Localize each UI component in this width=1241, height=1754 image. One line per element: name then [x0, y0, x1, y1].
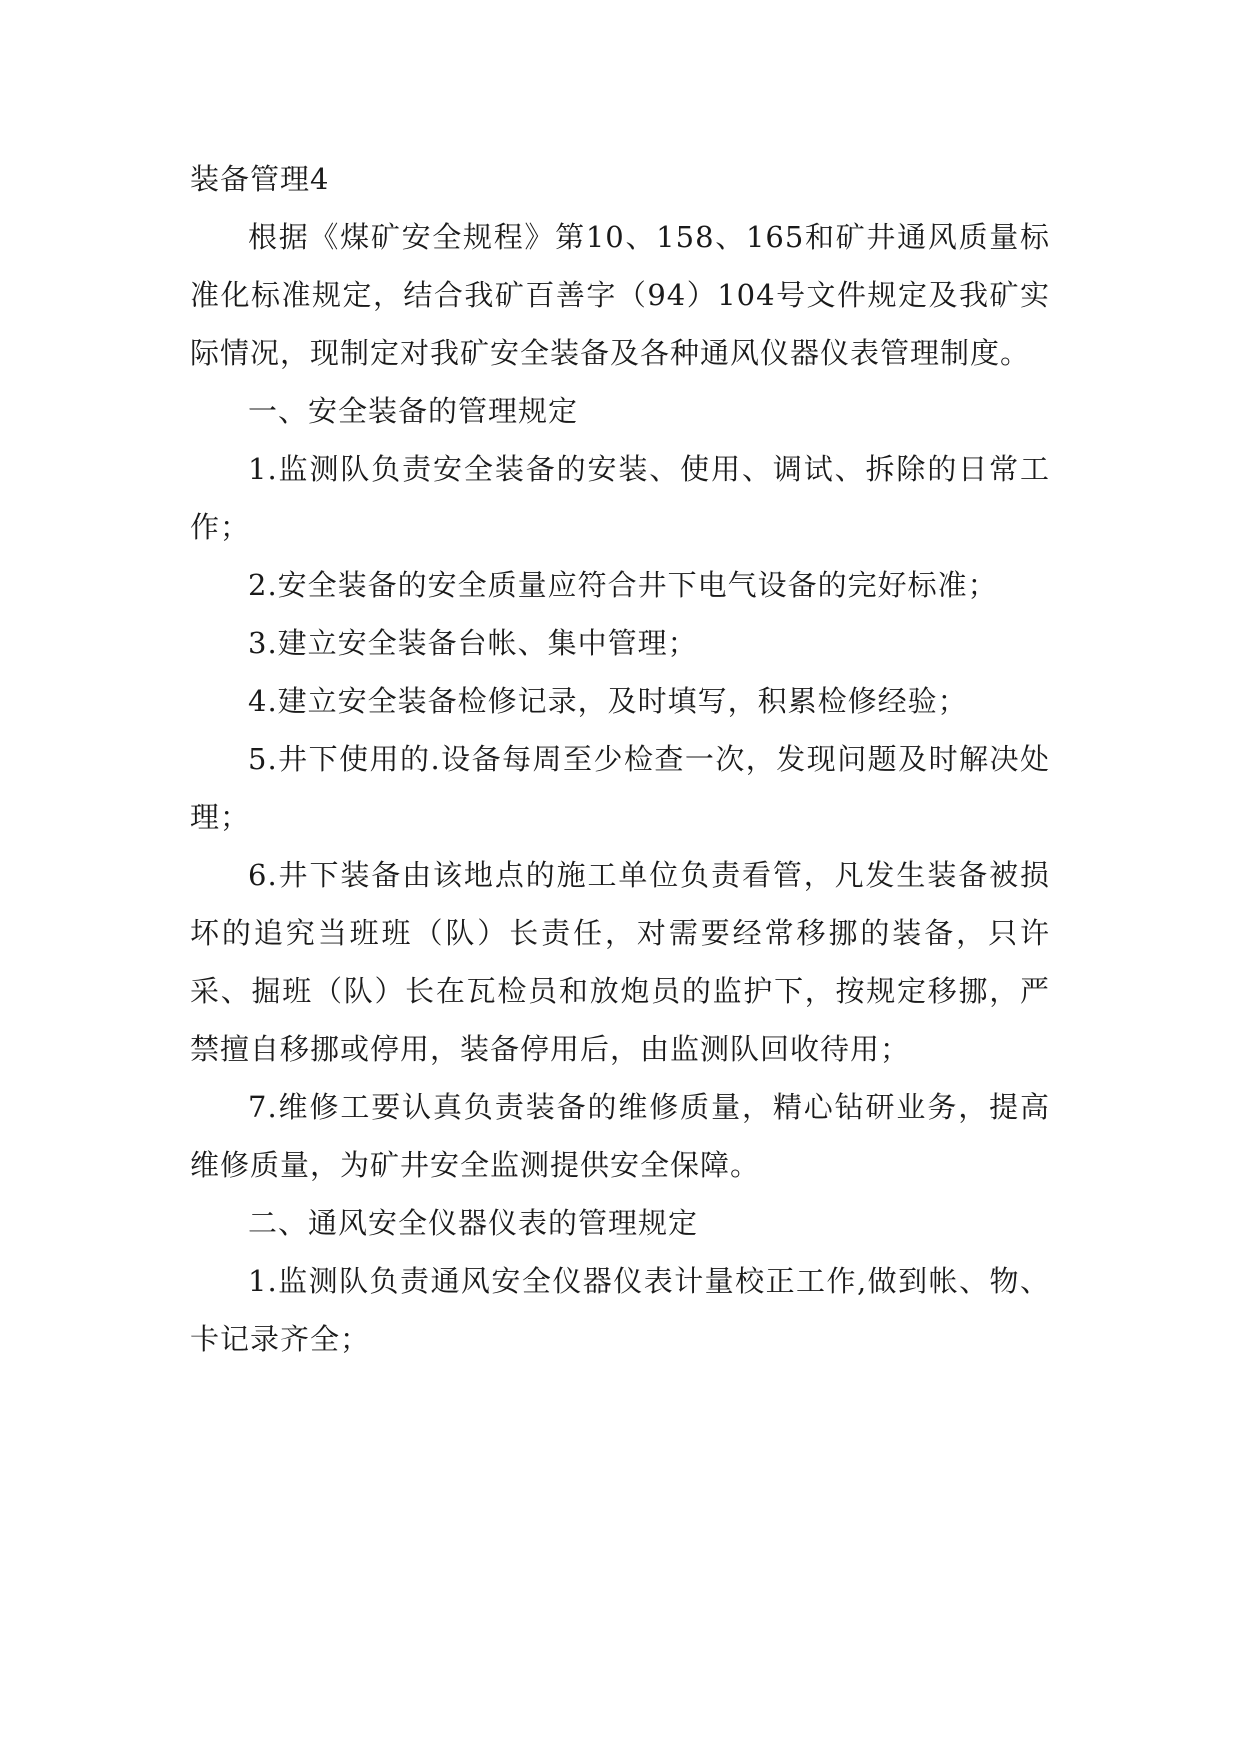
paragraph-item-4: 4.建立安全装备检修记录，及时填写，积累检修经验； [248, 684, 968, 718]
document-page [190, 150, 1050, 1368]
paragraph-item-7: 7.维修工要认真负责装备的维修质量，精心钻研业务，提高维修质量，为矿井安全监测提供安全保障。 [190, 1090, 1050, 1182]
paragraph-item-2: 2.安全装备的安全质量应符合井下电气设备的完好标准； [248, 568, 998, 602]
paragraph-item-1: 1.监测队负责安全装备的安装、使用、调试、拆除的日常工作； [190, 452, 1050, 544]
paragraph-item-3: 3.建立安全装备台帐、集中管理； [248, 626, 698, 660]
document-title: 装备管理4 [190, 162, 330, 196]
paragraph-item-5: 5.井下使用的.设备每周至少检查一次，发现问题及时解决处理； [190, 742, 1050, 834]
paragraph-item-6: 6.井下装备由该地点的施工单位负责看管，凡发生装备被损坏的追究当班班（队）长责任，对需要经常移挪的装备，只许采、掘班（队）长在瓦检员和放炮员的监护下，按规定移挪，严禁擅自移挪或停用，装备停用后，由监测队回收待用； [190, 858, 1050, 1066]
paragraph-instrument-item-1: 1.监测队负责通风安全仪器仪表计量校正工作,做到帐、物、卡记录齐全； [190, 1264, 1050, 1356]
section-heading-equipment: 一、安全装备的管理规定 [248, 394, 579, 428]
paragraph-intro: 根据《煤矿安全规程》第10、158、165和矿井通风质量标准化标准规定，结合我矿百善字（94）104号文件规定及我矿实际情况，现制定对我矿安全装备及各种通风仪器仪表管理制度。 [190, 220, 1050, 370]
section-heading-instruments: 二、通风安全仪器仪表的管理规定 [248, 1206, 699, 1240]
